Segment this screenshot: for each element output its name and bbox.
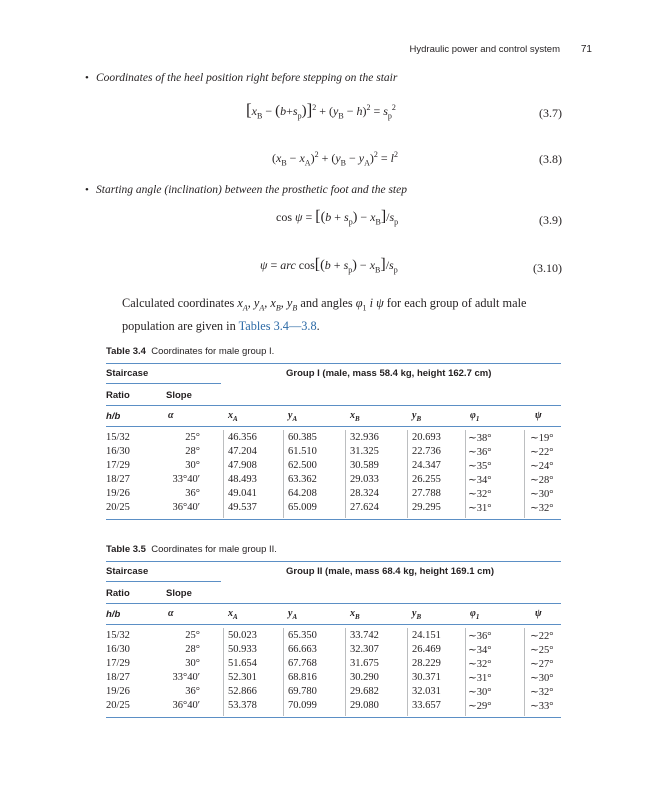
table-xa-cell: 47.908	[228, 460, 257, 471]
table-xb-cell: 29.033	[350, 474, 379, 485]
table-header-yb: $y_B$	[412, 410, 422, 423]
table-hb-cell: 19/26	[106, 686, 130, 697]
table-xa-cell: 50.023	[228, 630, 257, 641]
table-xa-cell: 50.933	[228, 644, 257, 655]
table-header-alpha: α	[168, 608, 174, 619]
table-hb-cell: 16/30	[106, 644, 130, 655]
paragraph-text: for each group of adult male population are given in	[122, 296, 527, 334]
table-hb-cell: 16/30	[106, 446, 130, 457]
equation-number: (3.10)	[533, 261, 562, 275]
table-slope-cell: 36°40′	[172, 700, 200, 711]
table-xa-cell: 49.537	[228, 502, 257, 513]
table-xb-cell: 33.742	[350, 630, 379, 641]
table-hb-cell: 18/27	[106, 672, 130, 683]
table-xa-cell: 49.041	[228, 488, 257, 499]
table-xa-cell: 52.866	[228, 686, 257, 697]
table-psi-cell: ∼32°	[530, 687, 554, 698]
table-header-phi1: $\varphi_1$	[470, 608, 480, 621]
table-header-slope: Slope	[166, 390, 192, 401]
table-hb-cell: 19/26	[106, 488, 130, 499]
table-phi1-cell: ∼34°	[468, 475, 492, 486]
table-caption-text: Coordinates for male group I.	[151, 346, 275, 357]
table-rule	[106, 363, 561, 364]
table-rule	[106, 426, 561, 427]
table-header-ratio: Ratio	[106, 390, 130, 401]
table-ya-cell: 61.510	[288, 446, 317, 457]
table-slope-cell: 30°	[185, 658, 200, 669]
table-xb-cell: 31.325	[350, 446, 379, 457]
table-rule	[106, 405, 561, 406]
table-header-yb: $y_B$	[412, 608, 422, 621]
table-label: Table 3.5	[106, 544, 146, 555]
table-xa-cell: 53.378	[228, 700, 257, 711]
table-slope-cell: 28°	[185, 446, 200, 457]
table-yb-cell: 32.031	[412, 686, 441, 697]
table-caption-text: Coordinates for male group II.	[151, 544, 277, 555]
table-caption	[106, 346, 274, 357]
table-header-ya: $y_A$	[288, 608, 298, 621]
equation-number: (3.9)	[539, 213, 562, 227]
table-rule	[106, 603, 561, 604]
table-yb-cell: 33.657	[412, 700, 441, 711]
table-psi-cell: ∼24°	[530, 461, 554, 472]
table-rule	[106, 581, 221, 582]
table-xb-cell: 30.589	[350, 460, 379, 471]
table-column-divider	[407, 628, 408, 716]
table-rule	[106, 624, 561, 625]
table-ya-cell: 64.208	[288, 488, 317, 499]
table-column-divider	[345, 628, 346, 716]
equation-3-8: $(x_B - x_A)^2 + (y_B - y_A)^2 = l^2$	[272, 150, 399, 168]
table-ya-cell: 60.385	[288, 432, 317, 443]
table-hb-cell: 20/25	[106, 502, 130, 513]
table-psi-cell: ∼22°	[530, 447, 554, 458]
table-rule	[106, 519, 561, 520]
table-header-staircase: Staircase	[106, 566, 149, 577]
equation-3-7: $[x_B - (b+s_p)]^2 + (y_B - h)^2 = s_p^2$	[246, 100, 396, 121]
table-xb-cell: 31.675	[350, 658, 379, 669]
table-slope-cell: 33°40′	[172, 474, 200, 485]
table-header-staircase: Staircase	[106, 368, 149, 379]
table-psi-cell: ∼27°	[530, 659, 554, 670]
table-psi-cell: ∼30°	[530, 489, 554, 500]
table-ya-cell: 65.350	[288, 630, 317, 641]
table-psi-cell: ∼25°	[530, 645, 554, 656]
table-ya-cell: 66.663	[288, 644, 317, 655]
table-header-psi: ψ	[535, 608, 542, 619]
table-phi1-cell: ∼36°	[468, 447, 492, 458]
equation-3-10: ψ = arc $\cos[(b + s_p) - x_B]/s_p$	[260, 256, 398, 275]
table-xb-cell: 32.936	[350, 432, 379, 443]
running-header	[0, 44, 648, 58]
table-yb-cell: 22.736	[412, 446, 441, 457]
table-xa-cell: 51.654	[228, 658, 257, 669]
table-xb-cell: 29.080	[350, 700, 379, 711]
table-psi-cell: ∼28°	[530, 475, 554, 486]
table-column-divider	[223, 628, 224, 716]
table-ya-cell: 62.500	[288, 460, 317, 471]
table-ya-cell: 63.362	[288, 474, 317, 485]
table-phi1-cell: ∼31°	[468, 503, 492, 514]
table-caption	[106, 544, 277, 555]
table-hb-cell: 17/29	[106, 658, 130, 669]
table-phi1-cell: ∼29°	[468, 701, 492, 712]
table-rule	[106, 717, 561, 718]
table-column-divider	[345, 430, 346, 518]
body-paragraph: Calculated coordinates $x_A$, $y_A$, $x_B$, $y_B$ and angles $\varphi_1$ i ψ for each group of adult male population are given in Tables 3.4—3.8.	[122, 296, 527, 334]
table-column-divider	[524, 430, 525, 518]
table-column-divider	[223, 430, 224, 518]
table-yb-cell: 20.693	[412, 432, 441, 443]
table-slope-cell: 25°	[185, 630, 200, 641]
paragraph-text: .	[316, 319, 320, 334]
table-psi-cell: ∼33°	[530, 701, 554, 712]
table-header-group: Group I (male, mass 58.4 kg, height 162.7 cm)	[286, 368, 492, 379]
table-xb-cell: 27.624	[350, 502, 379, 513]
table-yb-cell: 27.788	[412, 488, 441, 499]
bullet-starting-angle: • Starting angle (inclination) between the prosthetic foot and the step	[96, 184, 576, 196]
table-xb-cell: 30.290	[350, 672, 379, 683]
table-psi-cell: ∼30°	[530, 673, 554, 684]
table-rule	[106, 383, 221, 384]
table-slope-cell: 36°40′	[172, 502, 200, 513]
table-psi-cell: ∼32°	[530, 503, 554, 514]
table-slope-cell: 28°	[185, 644, 200, 655]
table-hb-cell: 20/25	[106, 700, 130, 711]
table-phi1-cell: ∼34°	[468, 645, 492, 656]
table-xa-cell: 52.301	[228, 672, 257, 683]
table-ya-cell: 67.768	[288, 658, 317, 669]
table-header-xa: $x_A$	[228, 410, 238, 423]
table-header-ya: $y_A$	[288, 410, 298, 423]
table-ya-cell: 65.009	[288, 502, 317, 513]
table-xb-cell: 32.307	[350, 644, 379, 655]
table-slope-cell: 30°	[185, 460, 200, 471]
table-phi1-cell: ∼36°	[468, 631, 492, 642]
table-column-divider	[465, 628, 466, 716]
table-xa-cell: 48.493	[228, 474, 257, 485]
table-header-hb: h/b	[106, 411, 121, 422]
running-header-title: Hydraulic power and control system	[409, 44, 560, 55]
table-slope-cell: 33°40′	[172, 672, 200, 683]
table-phi1-cell: ∼32°	[468, 659, 492, 670]
table-psi-cell: ∼22°	[530, 631, 554, 642]
table-xb-cell: 28.324	[350, 488, 379, 499]
table-xb-cell: 29.682	[350, 686, 379, 697]
table-yb-cell: 28.229	[412, 658, 441, 669]
table-phi1-cell: ∼32°	[468, 489, 492, 500]
bullet-heel-coordinates: • Coordinates of the heel position right before stepping on the stair	[96, 72, 576, 84]
table-reference-link[interactable]: Tables 3.4—3.8	[238, 319, 317, 334]
table-hb-cell: 15/32	[106, 432, 130, 443]
table-header-alpha: α	[168, 410, 174, 421]
equation-3-9: $\cos \psi = [(b + s_p) - x_B]/s_p$	[276, 208, 399, 227]
table-xa-cell: 46.356	[228, 432, 257, 443]
table-header-phi1: $\varphi_1$	[470, 410, 480, 423]
table-yb-cell: 29.295	[412, 502, 441, 513]
table-ya-cell: 68.816	[288, 672, 317, 683]
table-label: Table 3.4	[106, 346, 146, 357]
table-yb-cell: 26.469	[412, 644, 441, 655]
page-number: 71	[580, 44, 592, 55]
table-header-slope: Slope	[166, 588, 192, 599]
table-header-xb: $x_B$	[350, 608, 360, 621]
table-header-psi: ψ	[535, 410, 542, 421]
table-hb-cell: 15/32	[106, 630, 130, 641]
table-column-divider	[283, 628, 284, 716]
table-yb-cell: 26.255	[412, 474, 441, 485]
table-rule	[106, 561, 561, 562]
table-psi-cell: ∼19°	[530, 433, 554, 444]
table-header-xa: $x_A$	[228, 608, 238, 621]
table-column-divider	[524, 628, 525, 716]
table-header-ratio: Ratio	[106, 588, 130, 599]
table-yb-cell: 24.151	[412, 630, 441, 641]
table-header-xb: $x_B$	[350, 410, 360, 423]
table-yb-cell: 30.371	[412, 672, 441, 683]
table-column-divider	[465, 430, 466, 518]
equation-number: (3.7)	[539, 106, 562, 120]
table-hb-cell: 18/27	[106, 474, 130, 485]
table-ya-cell: 69.780	[288, 686, 317, 697]
table-column-divider	[283, 430, 284, 518]
table-slope-cell: 36°	[185, 686, 200, 697]
table-hb-cell: 17/29	[106, 460, 130, 471]
equation-number: (3.8)	[539, 152, 562, 166]
table-phi1-cell: ∼30°	[468, 687, 492, 698]
table-ya-cell: 70.099	[288, 700, 317, 711]
table-header-hb: h/b	[106, 609, 121, 620]
table-column-divider	[407, 430, 408, 518]
paragraph-text: Calculated coordinates	[122, 296, 238, 310]
table-header-group: Group II (male, mass 68.4 kg, height 169.1 cm)	[286, 566, 495, 577]
table-phi1-cell: ∼35°	[468, 461, 492, 472]
table-slope-cell: 25°	[185, 432, 200, 443]
table-xa-cell: 47.204	[228, 446, 257, 457]
table-phi1-cell: ∼31°	[468, 673, 492, 684]
table-yb-cell: 24.347	[412, 460, 441, 471]
table-phi1-cell: ∼38°	[468, 433, 492, 444]
table-slope-cell: 36°	[185, 488, 200, 499]
